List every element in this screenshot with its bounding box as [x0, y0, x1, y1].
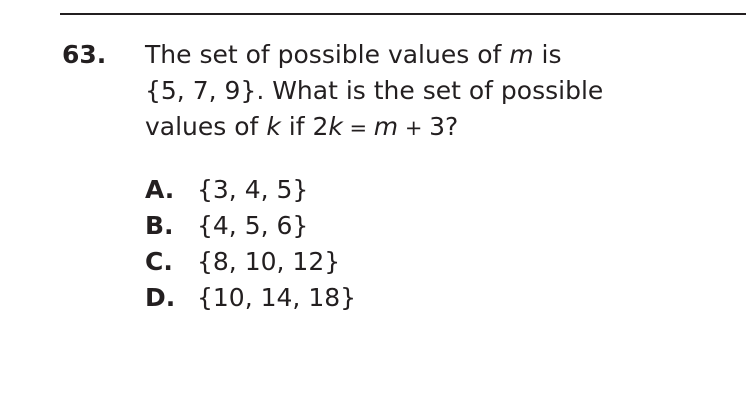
variable-k: k	[266, 112, 281, 141]
choice-c[interactable]	[145, 244, 356, 280]
stem-line-3	[145, 109, 735, 146]
choice-letter: C.	[145, 247, 173, 276]
choice-letter: A.	[145, 175, 175, 204]
variable-m: m	[373, 112, 399, 141]
variable-k: k	[328, 112, 343, 141]
top-divider	[60, 13, 746, 15]
stem-text: 3?	[429, 112, 459, 141]
variable-m: m	[509, 40, 534, 69]
choice-letter: B.	[145, 211, 174, 240]
stem-text: values of	[145, 112, 267, 141]
question-number: 63.	[62, 40, 107, 69]
choice-text: {10, 14, 18}	[197, 283, 357, 312]
choice-text: {3, 4, 5}	[197, 175, 309, 204]
answer-choices	[145, 172, 356, 316]
plus-sign: +	[398, 116, 430, 140]
stem-text: is	[533, 40, 562, 69]
choice-d[interactable]	[145, 280, 356, 316]
stem-line-2	[145, 73, 735, 109]
choice-text: {8, 10, 12}	[197, 247, 341, 276]
choice-b[interactable]	[145, 208, 356, 244]
stem-text: if 2	[280, 112, 329, 141]
choice-a[interactable]	[145, 172, 356, 208]
stem-text: {5, 7, 9}. What is the set of possible	[145, 76, 604, 105]
choice-text: {4, 5, 6}	[197, 211, 309, 240]
equals-sign: =	[342, 116, 374, 140]
stem-line-1	[145, 37, 735, 73]
stem-text: The set of possible values of	[145, 40, 510, 69]
question-stem	[145, 37, 735, 146]
choice-letter: D.	[145, 283, 176, 312]
